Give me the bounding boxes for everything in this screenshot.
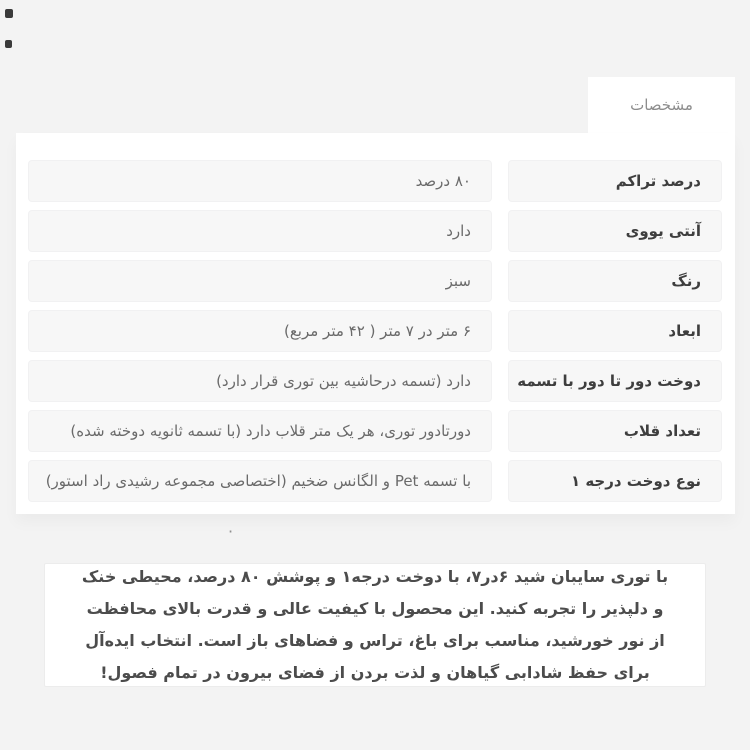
spec-value: ۸۰ درصد xyxy=(28,160,492,202)
spec-row xyxy=(28,460,722,502)
specs-card xyxy=(16,133,735,514)
spec-value: ۶ متر در ۷ متر ( ۴۲ متر مربع) xyxy=(28,310,492,352)
spec-row xyxy=(28,160,722,202)
spec-value: دارد xyxy=(28,210,492,252)
spec-value: با تسمه Pet و الگانس ضخیم (اختصاصی مجموعه رشیدی راد استور) xyxy=(28,460,492,502)
corner-mark-icon xyxy=(5,40,12,48)
spec-row xyxy=(28,360,722,402)
spec-row xyxy=(28,210,722,252)
corner-mark-icon xyxy=(5,9,13,18)
spec-label: ابعاد xyxy=(508,310,722,352)
spec-value: دارد (تسمه درحاشیه بین توری قرار دارد) xyxy=(28,360,492,402)
spec-value: دورتادور توری، هر یک متر قلاب دارد (با تسمه ثانویه دوخته شده) xyxy=(28,410,492,452)
spec-label: نوع دوخت درجه ۱ xyxy=(508,460,722,502)
spec-label: درصد تراکم xyxy=(508,160,722,202)
spec-row xyxy=(28,260,722,302)
description-text: با توری سایبان شید ۶در۷، با دوخت درجه۱ و پوشش ۸۰ درصد، محیطی خنک و دلپذیر را تجربه کنید. این محصول با کیفیت عالی و قدرت بالای محافظت از نور خورشید، مناسب برای باغ، تراس و فضاهای باز است. انتخاب ایده‌آل برای حفظ شادابی گیاهان و لذت بردن از فضای بیرون در تمام فصول! xyxy=(81,567,669,682)
spec-label: رنگ xyxy=(508,260,722,302)
spec-row xyxy=(28,410,722,452)
stray-dot: · xyxy=(228,522,234,541)
spec-row xyxy=(28,310,722,352)
spec-value: سبز xyxy=(28,260,492,302)
description-box xyxy=(44,563,706,687)
tab-specifications-label: مشخصات xyxy=(630,96,693,114)
spec-label: دوخت دور تا دور با تسمه xyxy=(508,360,722,402)
tab-specifications[interactable] xyxy=(588,77,735,133)
spec-label: تعداد قلاب xyxy=(508,410,722,452)
spec-label: آنتی یووی xyxy=(508,210,722,252)
